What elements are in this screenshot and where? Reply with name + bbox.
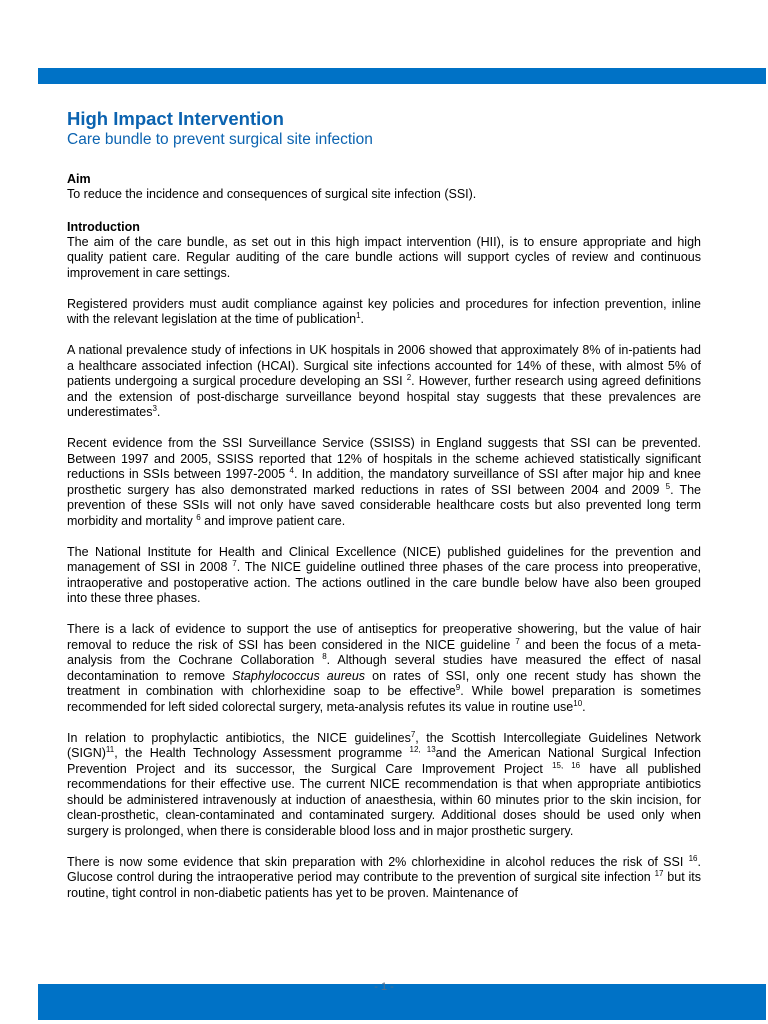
intro-paragraph-8: There is now some evidence that skin preparation with 2% chlorhexidine in alcohol reduces the risk of SSI $^{16}$. Glucose control during the intraoperative period may contribute to the prevention of surgical site infection $^{17}$ but its routine, tight control in non-diabetic patients has yet to be proven. Maintenance of [67,853,701,900]
aim-text: To reduce the incidence and consequences of surgical site infection (SSI). [67,187,477,201]
aim-heading: Aim [67,172,91,186]
intro-paragraph-6: There is a lack of evidence to support the use of antiseptics for preoperative showering, but the value of hair removal to reduce the risk of SSI has been considered in the NICE guideline $^7$ and been the focus of a meta-analysis from the Cochrane Collaboration $^8$. Although several studies have measured the effect of nasal decontamination to remove Staphylococcus aureus on rates of SSI, only one recent study has shown the treatment in combination with chlorhexidine soap to be effective$^9$. While bowel preparation is sometimes recommended for left sided colorectal surgery, meta-analysis refutes its value in routine use$^{10}$. [67,622,701,714]
reference-marker: 7 [515,636,520,646]
reference-marker: 16 [688,853,698,863]
intro-paragraph-1: The aim of the care bundle, as set out in this high impact intervention (HII), is to ensure appropriate and high quality patient care. Regular auditing of the care bundle actions will support cycles of review and continuous improvement in care settings. [67,234,701,280]
intro-paragraph-4: Recent evidence from the SSI Surveillance Service (SSISS) in England suggests that SSI can be prevented. Between 1997 and 2005, SSISS reported that 12% of hospitals in the scheme achieved statistically significant reductions in SSIs between 1997-2005 $^4$. In addition, the mandatory surveillance of SSI after major hip and knee prosthetic surgery has also demonstrated marked reductions in rates of SSI between 2004 and 2009 $^5$. The prevention of these SSIs will not only have saved considerable healthcare costs but also prevented long term morbidity and mortality $^6$ and improve patient care. [67,436,701,528]
document-body [67,108,701,901]
reference-marker: 3 [152,404,157,413]
intro-paragraph-5: The National Institute for Health and Clinical Excellence (NICE) published guidelines for the prevention and management of SSI in 2008 $^7$. The NICE guideline outlined three phases of the care process into preoperative, intraoperative and postoperative action. The actions outlined in the care bundle below have also been grouped into these three phases. [67,544,701,605]
reference-marker: 4 [289,466,294,475]
reference-marker: 8 [322,652,327,661]
page-number: - 1 - [374,981,394,993]
document-subtitle: Care bundle to prevent surgical site infection [67,131,373,148]
organism-name: Staphylococcus aureus [232,668,366,683]
reference-marker: 5 [665,481,671,491]
reference-marker: 2 [406,373,412,382]
reference-marker: 15, 16 [552,760,581,770]
reference-marker: 17 [654,869,664,878]
intro-paragraph-3: A national prevalence study of infections in UK hospitals in 2006 showed that approximately 8% of in-patients had a healthcare associated infection (HCAI). Surgical site infections accounted for 14% of these, with almost 5% of patients undergoing a surgical procedure developing an SSI $^2$. However, further research using agreed definitions and the extension of post-discharge surveillance beyond hospital stay suggests that these prevalences are underestimates$^3$. [67,343,701,419]
reference-marker: 10 [573,698,583,708]
introduction-heading: Introduction [67,219,140,234]
intro-paragraph-2: Registered providers must audit compliance against key policies and procedures for infection prevention, inline with the relevant legislation at the time of publication$^1$. [67,296,701,326]
reference-marker: 1 [356,311,361,320]
reference-marker: 12, 13 [409,745,436,754]
reference-marker: 11 [105,745,115,754]
reference-marker: 6 [196,512,201,522]
reference-marker: 7 [410,729,416,739]
reference-marker: 9 [455,683,461,692]
header-color-bar [38,68,766,84]
reference-marker: 7 [232,559,237,568]
intro-paragraph-7: In relation to prophylactic antibiotics, the NICE guidelines$^7$, the Scottish Intercollegiate Guidelines Network (SIGN)$^{11}$, the Health Technology Assessment programme $^{12, 13}$and the American National Surgical Infection Prevention Project and its successor, the Surgical Care Improvement Project $^{15, 16}$ have all published recommendations for their effective use. The current NICE recommendation is that when appropriate antibiotics should be administered intravenously at induction of anaesthesia, within 60 minutes prior to the skin incision, for clean-prosthetic, clean-contaminated and contaminated surgery. Additional doses should be used only when surgery is prolonged, when there is considerable blood loss and in major prosthetic surgery. [67,729,701,838]
document-title: High Impact Intervention [67,108,284,129]
